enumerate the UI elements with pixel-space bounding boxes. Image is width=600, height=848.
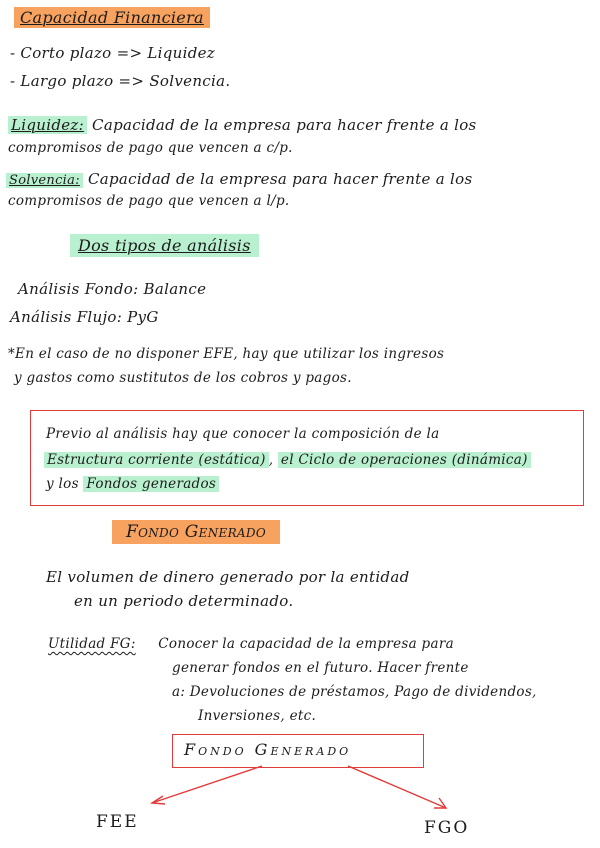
utilidad-def-1: Conocer la capacidad de la empresa para [158, 636, 454, 652]
boxed-line-1: Previo al análisis hay que conocer la composición de la [46, 426, 440, 442]
boxed-separator: , [268, 452, 278, 468]
solvencia-def-1: Capacidad de la empresa para hacer frente a los [87, 170, 473, 188]
utilidad-def-2: generar fondos en el futuro. Hacer frente [172, 660, 469, 676]
analysis-heading-text: Dos tipos de análisis [70, 234, 259, 257]
utilidad-def-4: Inversiones, etc. [198, 708, 317, 724]
liquidez-def-2: compromisos de pago que vencen a c/p. [8, 140, 293, 156]
liquidez-def-1: Capacidad de la empresa para hacer frente a los [92, 116, 477, 134]
arrow-to-fee [152, 766, 262, 803]
boxed-line-3-prefix: y los [46, 476, 84, 492]
utilidad-term: Utilidad FG: [48, 636, 136, 652]
diagram-root-label: Fondo Generado [184, 740, 352, 759]
liquidez-term: Liquidez: [8, 116, 87, 134]
long-term-line: - Largo plazo => Solvencia. [10, 72, 231, 90]
fondo-generado-heading-text: Fondo Generado [112, 520, 280, 544]
utilidad-def-3: a: Devoluciones de préstamos, Pago de dividendos, [172, 684, 537, 700]
fg-def-1: El volumen de dinero generado por la entidad [46, 568, 410, 586]
ciclo-operaciones: el Ciclo de operaciones (dinámica) [278, 452, 531, 468]
solvencia-term: Solvencia: [6, 173, 83, 188]
fondos-generados: Fondos generados [83, 476, 219, 492]
arrow-to-fgo [348, 766, 446, 808]
short-term-line: - Corto plazo => Liquidez [10, 44, 215, 62]
diagram-right-label: FGO [424, 818, 470, 838]
analysis-flujo: Análisis Flujo: PyG [10, 308, 159, 326]
diagram-left-label: FEE [96, 812, 139, 832]
note-line-2: y gastos como sustitutos de los cobros y pagos. [14, 370, 352, 386]
fg-def-2: en un periodo determinado. [74, 592, 294, 610]
estructura-corriente: Estructura corriente (estática) [44, 452, 269, 468]
note-line-1: *En el caso de no disponer EFE, hay que utilizar los ingresos [8, 346, 445, 362]
solvencia-def-2: compromisos de pago que vencen a l/p. [8, 193, 290, 209]
title-text: Capacidad Financiera [14, 7, 210, 28]
analysis-fondo: Análisis Fondo: Balance [18, 280, 207, 298]
